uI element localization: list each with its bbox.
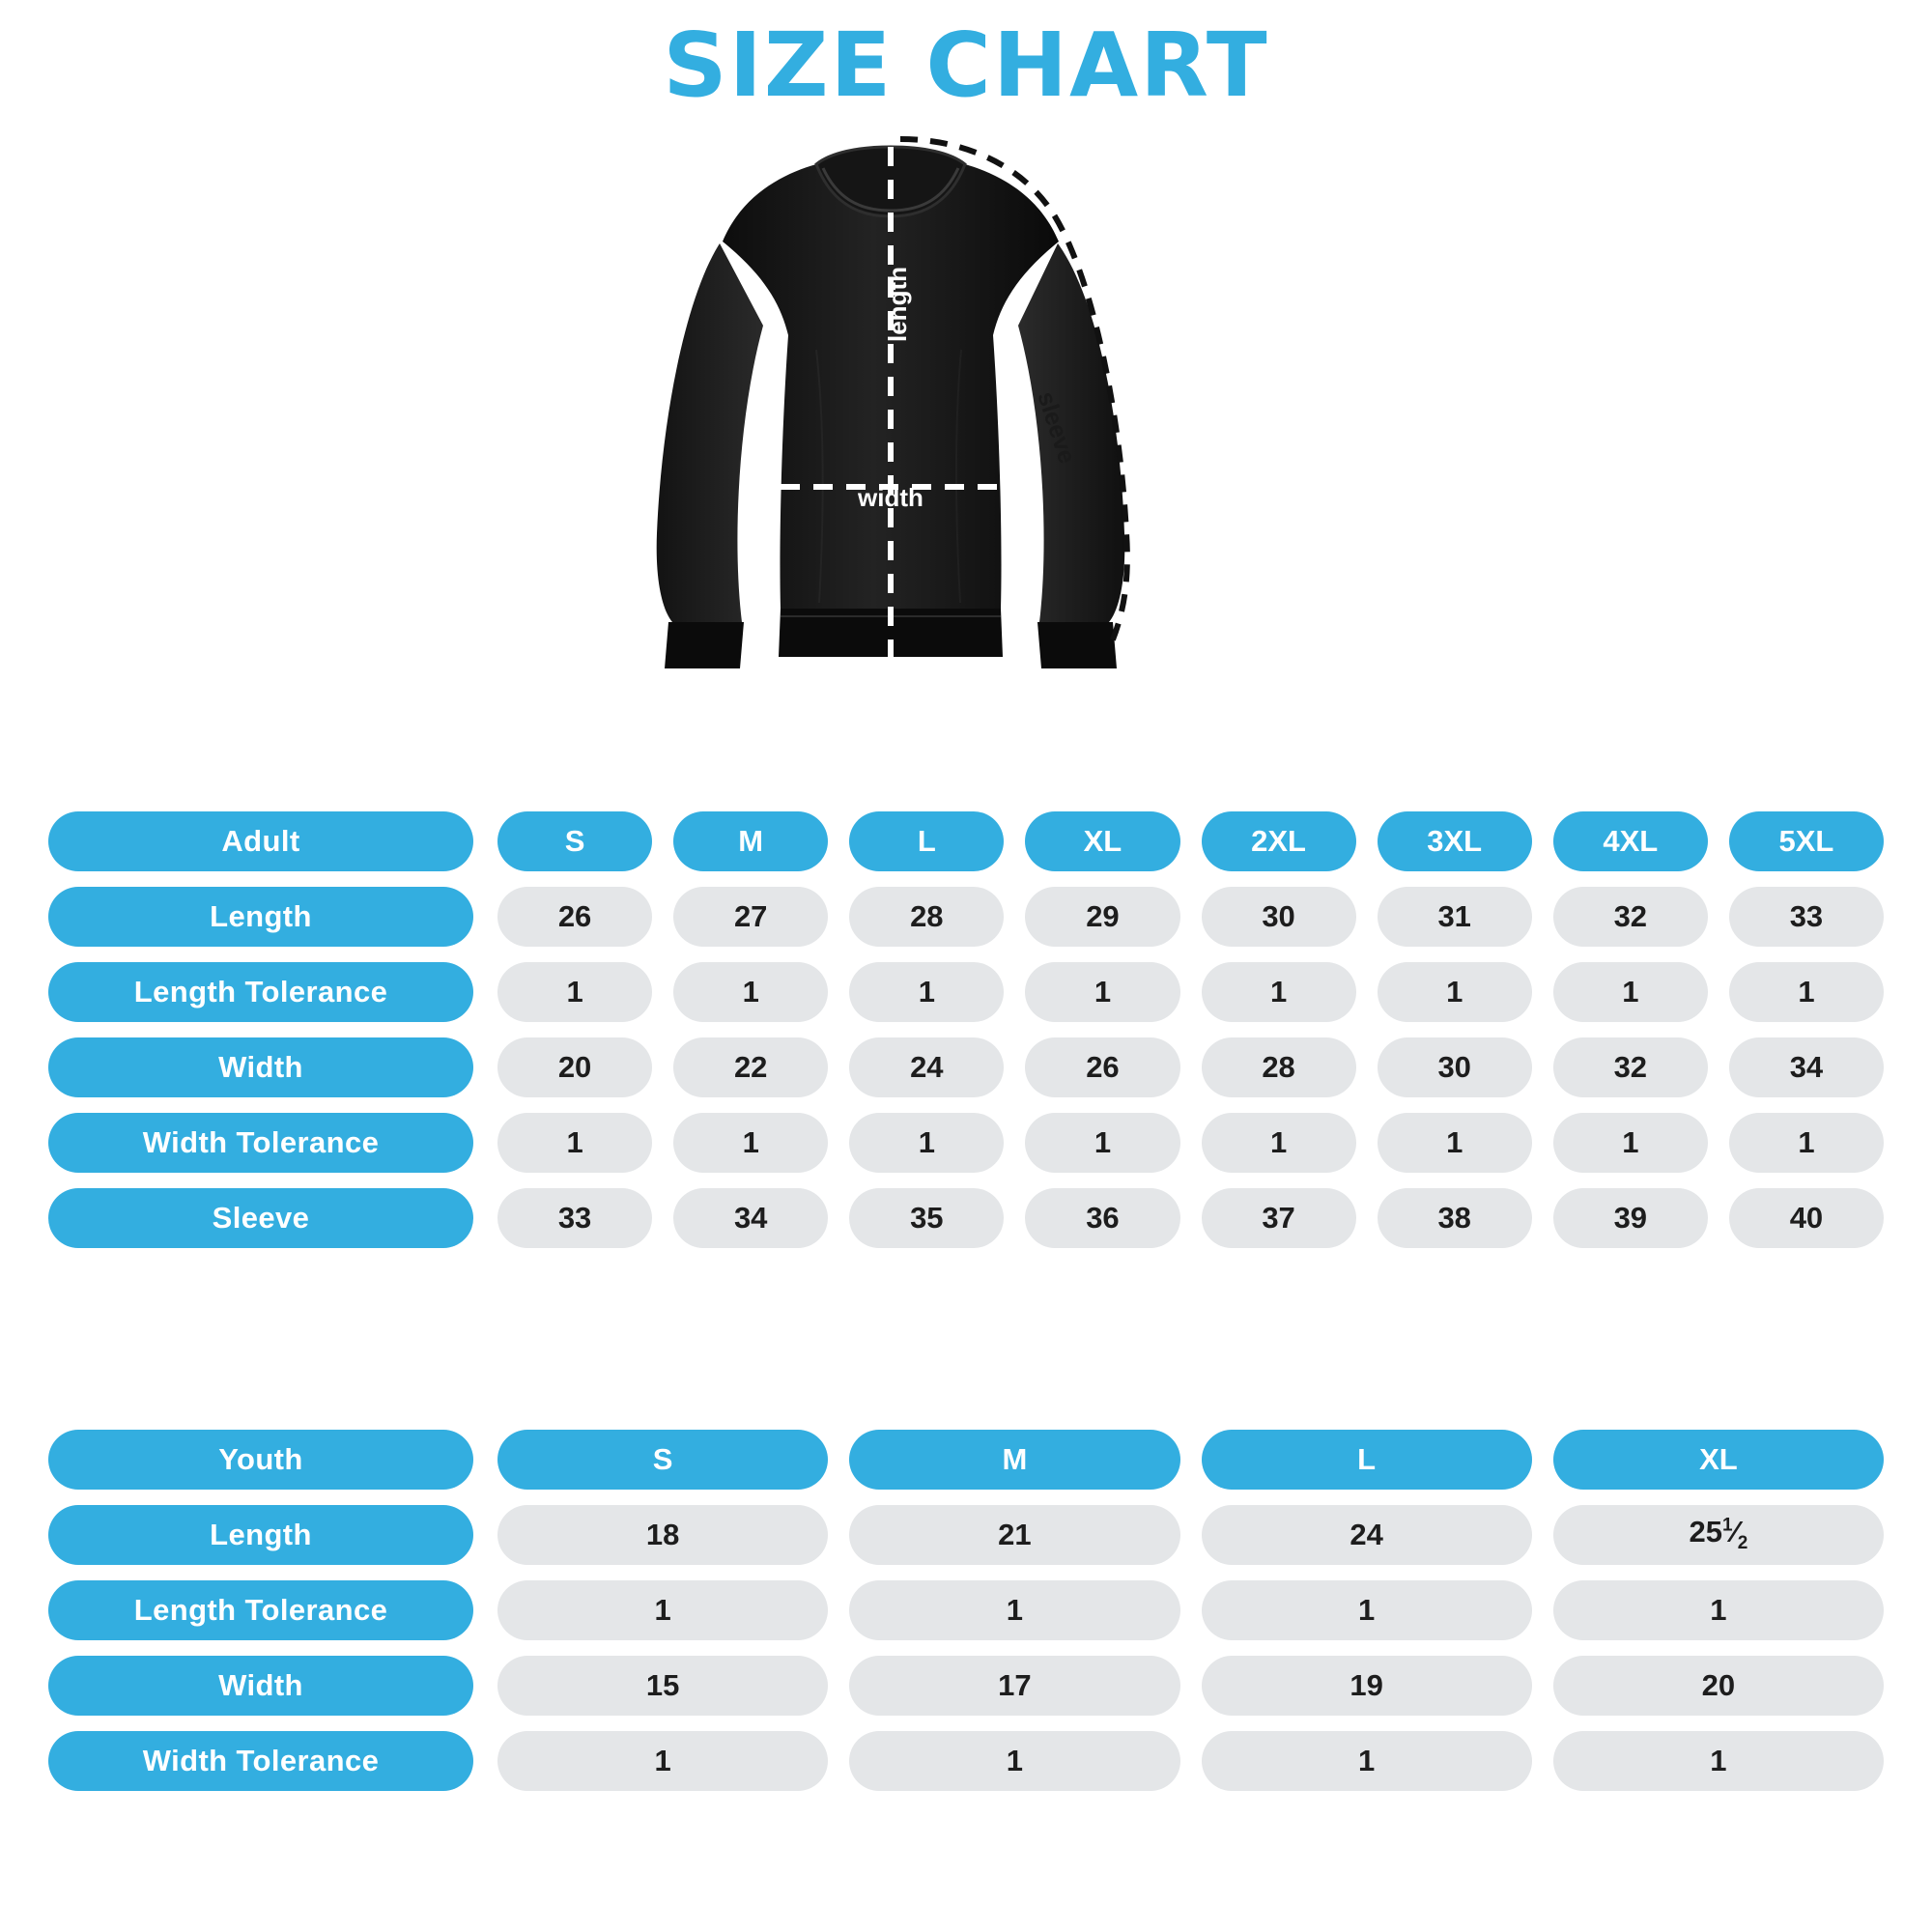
adult-size-l: L xyxy=(849,811,1004,871)
cell-value: 1 xyxy=(497,1731,828,1791)
cell-value: 30 xyxy=(1378,1037,1532,1097)
youth-size-xl: XL xyxy=(1553,1430,1884,1490)
youth-row-label-length: Length xyxy=(48,1505,473,1565)
garment-illustration-area xyxy=(0,110,1932,786)
cell-value: 26 xyxy=(497,887,652,947)
cell-value: 1 xyxy=(1553,962,1708,1022)
adult-size-xl: XL xyxy=(1025,811,1179,871)
youth-header-row xyxy=(48,1430,1884,1490)
cell-value: 38 xyxy=(1378,1188,1532,1248)
cell-value: 1 xyxy=(849,962,1004,1022)
adult-width-tolerance-values xyxy=(497,1113,1884,1173)
youth-size-l: L xyxy=(1202,1430,1532,1490)
cell-value: 15 xyxy=(497,1656,828,1716)
cell-value: 1 xyxy=(673,962,828,1022)
cell-value: 1 xyxy=(1553,1113,1708,1173)
width-label: width xyxy=(858,483,923,512)
cell-value: 22 xyxy=(673,1037,828,1097)
table-row xyxy=(48,1188,1884,1248)
cell-value: 20 xyxy=(497,1037,652,1097)
youth-row-label-length-tolerance: Length Tolerance xyxy=(48,1580,473,1640)
sweatshirt-illustration xyxy=(618,128,1294,784)
cell-value: 1 xyxy=(1025,1113,1179,1173)
cell-value: 1 xyxy=(497,962,652,1022)
youth-size-s: S xyxy=(497,1430,828,1490)
cell-value: 32 xyxy=(1553,1037,1708,1097)
cell-value: 1 xyxy=(1202,962,1356,1022)
cell-value: 24 xyxy=(849,1037,1004,1097)
length-label: length xyxy=(883,267,912,342)
cell-value: 35 xyxy=(849,1188,1004,1248)
adult-row-label-sleeve: Sleeve xyxy=(48,1188,473,1248)
cell-value: 30 xyxy=(1202,887,1356,947)
youth-row-label-width: Width xyxy=(48,1656,473,1716)
youth-width-values xyxy=(497,1656,1884,1716)
adult-size-columns xyxy=(497,811,1884,871)
cell-value: 1 xyxy=(1202,1731,1532,1791)
cell-value: 32 xyxy=(1553,887,1708,947)
cell-value: 37 xyxy=(1202,1188,1356,1248)
cell-value: 1 xyxy=(673,1113,828,1173)
adult-size-2xl: 2XL xyxy=(1202,811,1356,871)
adult-size-s: S xyxy=(497,811,652,871)
table-row xyxy=(48,1113,1884,1173)
adult-header-row xyxy=(48,811,1884,871)
cell-value: 1 xyxy=(497,1113,652,1173)
table-row xyxy=(48,1580,1884,1640)
youth-length-tolerance-values xyxy=(497,1580,1884,1640)
cell-value: 17 xyxy=(849,1656,1179,1716)
cell-value: 33 xyxy=(497,1188,652,1248)
cell-value: 40 xyxy=(1729,1188,1884,1248)
adult-row-label-length-tolerance: Length Tolerance xyxy=(48,962,473,1022)
adult-size-4xl: 4XL xyxy=(1553,811,1708,871)
cell-value: 29 xyxy=(1025,887,1179,947)
cell-value: 28 xyxy=(849,887,1004,947)
youth-length-values xyxy=(497,1505,1884,1565)
cell-value: 1 xyxy=(1202,1580,1532,1640)
cell-value: 39 xyxy=(1553,1188,1708,1248)
cell-value: 1 xyxy=(1202,1113,1356,1173)
cell-value: 1 xyxy=(1729,1113,1884,1173)
adult-size-table xyxy=(48,811,1884,1264)
cell-value: 31 xyxy=(1378,887,1532,947)
table-row xyxy=(48,1656,1884,1716)
cell-value: 1 xyxy=(849,1731,1179,1791)
cell-value: 34 xyxy=(673,1188,828,1248)
youth-size-columns xyxy=(497,1430,1884,1490)
adult-row-label-length: Length xyxy=(48,887,473,947)
page-title: SIZE CHART xyxy=(663,14,1269,117)
youth-row-label-width-tolerance: Width Tolerance xyxy=(48,1731,473,1791)
adult-length-tolerance-values xyxy=(497,962,1884,1022)
sleeve-label: sleeve xyxy=(1032,388,1081,468)
adult-row-label-width: Width xyxy=(48,1037,473,1097)
cell-value: 19 xyxy=(1202,1656,1532,1716)
cell-value: 20 xyxy=(1553,1656,1884,1716)
adult-sleeve-values xyxy=(497,1188,1884,1248)
cell-value: 18 xyxy=(497,1505,828,1565)
cell-value: 36 xyxy=(1025,1188,1179,1248)
table-row xyxy=(48,1505,1884,1565)
youth-table-label: Youth xyxy=(48,1430,473,1490)
cell-value: 1 xyxy=(497,1580,828,1640)
cell-value: 1 xyxy=(1553,1731,1884,1791)
youth-size-table xyxy=(48,1430,1884,1806)
youth-width-tolerance-values xyxy=(497,1731,1884,1791)
cell-value: 28 xyxy=(1202,1037,1356,1097)
adult-row-label-width-tolerance: Width Tolerance xyxy=(48,1113,473,1173)
sweatshirt-icon xyxy=(618,128,1294,784)
adult-width-values xyxy=(497,1037,1884,1097)
cell-value: 21 xyxy=(849,1505,1179,1565)
adult-size-m: M xyxy=(673,811,828,871)
adult-length-values xyxy=(497,887,1884,947)
table-row xyxy=(48,1037,1884,1097)
cell-value: 1 xyxy=(1378,1113,1532,1173)
cell-value: 26 xyxy=(1025,1037,1179,1097)
table-row xyxy=(48,962,1884,1022)
youth-size-m: M xyxy=(849,1430,1179,1490)
cell-value: 1 xyxy=(1025,962,1179,1022)
cell-value: 1 xyxy=(1378,962,1532,1022)
table-row xyxy=(48,1731,1884,1791)
table-row xyxy=(48,887,1884,947)
cell-value: 34 xyxy=(1729,1037,1884,1097)
cell-value: 1 xyxy=(849,1580,1179,1640)
adult-size-3xl: 3XL xyxy=(1378,811,1532,871)
cell-value: 33 xyxy=(1729,887,1884,947)
cell-value-fraction: $25^1⁄_2$ xyxy=(1553,1505,1884,1565)
adult-size-5xl: 5XL xyxy=(1729,811,1884,871)
cell-value: 24 xyxy=(1202,1505,1532,1565)
cell-value: 1 xyxy=(1729,962,1884,1022)
cell-value: 1 xyxy=(849,1113,1004,1173)
cell-value: 1 xyxy=(1553,1580,1884,1640)
cell-value: 27 xyxy=(673,887,828,947)
adult-table-label: Adult xyxy=(48,811,473,871)
